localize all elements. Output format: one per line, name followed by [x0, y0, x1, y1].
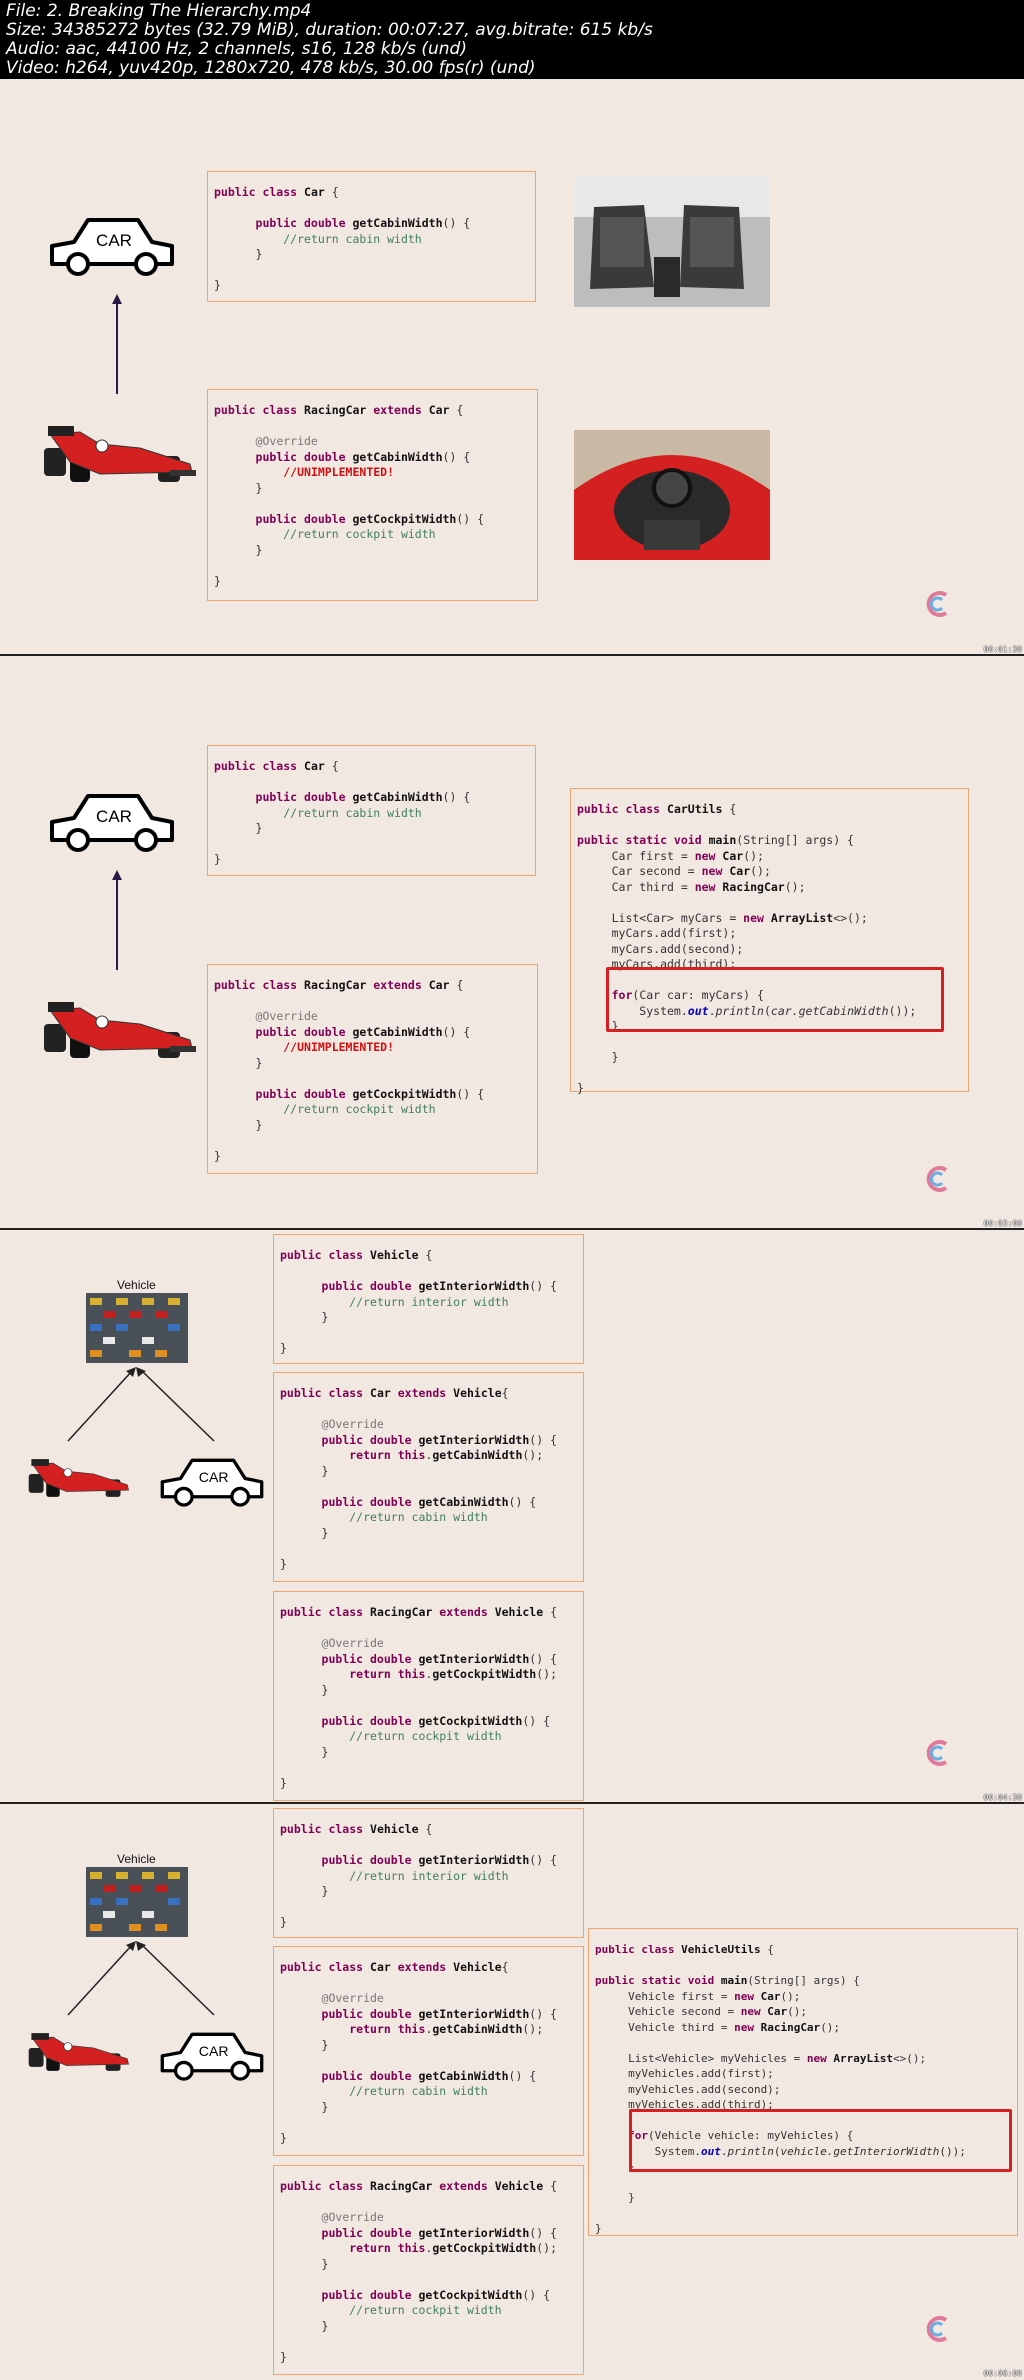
- vehicles-image: [86, 1293, 188, 1363]
- car-icon: [48, 786, 176, 856]
- car-label: CAR: [96, 807, 132, 826]
- audio-line: Audio: aac, 44100 Hz, 2 channels, s16, 128 kb/s (und): [6, 39, 467, 59]
- car-icon: [158, 1452, 266, 1510]
- code-box-car: public class Car extends Vehicle{ @Override public double getInteriorWidth() { return this.getCabinWidth(); } public double getCabinWidth() { //return cabin width } }: [273, 1372, 584, 1582]
- code-box-car: public class Car extends Vehicle{ @Override public double getInteriorWidth() { return this.getCabinWidth(); } public double getCabinWidth() { //return cabin width } }: [273, 1946, 584, 2156]
- inheritance-arrow: [110, 294, 124, 394]
- highlight-loop: [606, 967, 944, 1032]
- code-box-carutils: public class CarUtils { public static void main(String[] args) { Car first = new Car(); Car second = new Car(); Car third = new RacingCar(); List<Car> myCars = new ArrayList<>(); myCars.add(first); myCars.add(second); myCars.add(third); for(Car car: myCars) { System.out.println(car.getCabinWidth()); } } }: [570, 788, 969, 1092]
- code-box-vehicleutils: public class VehicleUtils { public static void main(String[] args) { Vehicle first = new Car(); Vehicle second = new Car(); Vehicle third = new RacingCar(); List<Vehicle> myVehicles = new ArrayList<>(); myVehicles.add(first); myVehicles.add(second); myVehicles.add(third); for(Vehicle vehicle: myVehicles) { System.out.println(vehicle.getInteriorWidth()); } } }: [588, 1928, 1018, 2236]
- vehicle-label: Vehicle: [117, 1852, 156, 1866]
- frame-1: [0, 79, 1024, 654]
- car-label: CAR: [198, 2042, 229, 2059]
- car-label: CAR: [198, 1468, 229, 1485]
- logo-icon: [918, 2314, 958, 2346]
- cockpit-photo: [574, 430, 770, 560]
- code-box-car: public class Car { public double getCabinWidth() { //return cabin width } }: [207, 171, 536, 302]
- frame-4: [0, 1804, 1024, 2380]
- logo-icon: [918, 1164, 958, 1196]
- timestamp: 00:01:30: [983, 645, 1022, 654]
- logo-icon: [918, 589, 958, 621]
- timestamp: 00:06:00: [983, 2369, 1022, 2378]
- vehicle-label: Vehicle: [117, 1278, 156, 1292]
- vehicles-image: [86, 1867, 188, 1937]
- car-label: CAR: [96, 231, 132, 250]
- code-box-racingcar: public class RacingCar extends Vehicle { @Override public double getInteriorWidth() { return this.getCockpitWidth(); } public double getCockpitWidth() { //return cockpit width } }: [273, 2165, 584, 2375]
- code-box-racingcar: public class RacingCar extends Car { @Override public double getCabinWidth() { //UNIMPLEMENTED! } public double getCockpitWidth() { //return cockpit width } }: [207, 964, 538, 1174]
- car-icon: [158, 2026, 266, 2084]
- size-line: Size: 34385272 bytes (32.79 MiB), duration: 00:07:27, avg.bitrate: 615 kb/s: [6, 20, 653, 40]
- highlight-loop: [629, 2109, 1012, 2172]
- timestamp: 00:04:30: [983, 1793, 1022, 1802]
- racing-car-icon: [26, 2024, 134, 2080]
- inheritance-arrows: [60, 1939, 220, 2019]
- frame-3: [0, 1230, 1024, 1802]
- code-box-vehicle: public class Vehicle { public double getInteriorWidth() { //return interior width } }: [273, 1808, 584, 1938]
- logo-icon: [918, 1738, 958, 1770]
- code-box-car: public class Car { public double getCabinWidth() { //return cabin width } }: [207, 745, 536, 876]
- car-icon: [48, 210, 176, 280]
- inheritance-arrow: [110, 870, 124, 970]
- inheritance-arrows: [60, 1365, 220, 1445]
- code-box-racingcar: public class RacingCar extends Car { @Override public double getCabinWidth() { //UNIMPLEMENTED! } public double getCockpitWidth() { //return cockpit width } }: [207, 389, 538, 601]
- video-line: Video: h264, yuv420p, 1280x720, 478 kb/s, 30.00 fps(r) (und): [6, 58, 536, 78]
- racing-car-icon: [40, 414, 200, 494]
- frame-2: [0, 656, 1024, 1228]
- code-box-racingcar: public class RacingCar extends Vehicle { @Override public double getInteriorWidth() { return this.getCockpitWidth(); } public double getCockpitWidth() { //return cockpit width } }: [273, 1591, 584, 1801]
- racing-car-icon: [40, 990, 200, 1070]
- cabin-photo: [574, 177, 770, 307]
- file-name-line: File: 2. Breaking The Hierarchy.mp4: [6, 1, 312, 21]
- code-box-vehicle: public class Vehicle { public double getInteriorWidth() { //return interior width } }: [273, 1234, 584, 1364]
- timestamp: 00:03:00: [983, 1219, 1022, 1228]
- file-info-header: [0, 0, 1024, 79]
- racing-car-icon: [26, 1450, 134, 1506]
